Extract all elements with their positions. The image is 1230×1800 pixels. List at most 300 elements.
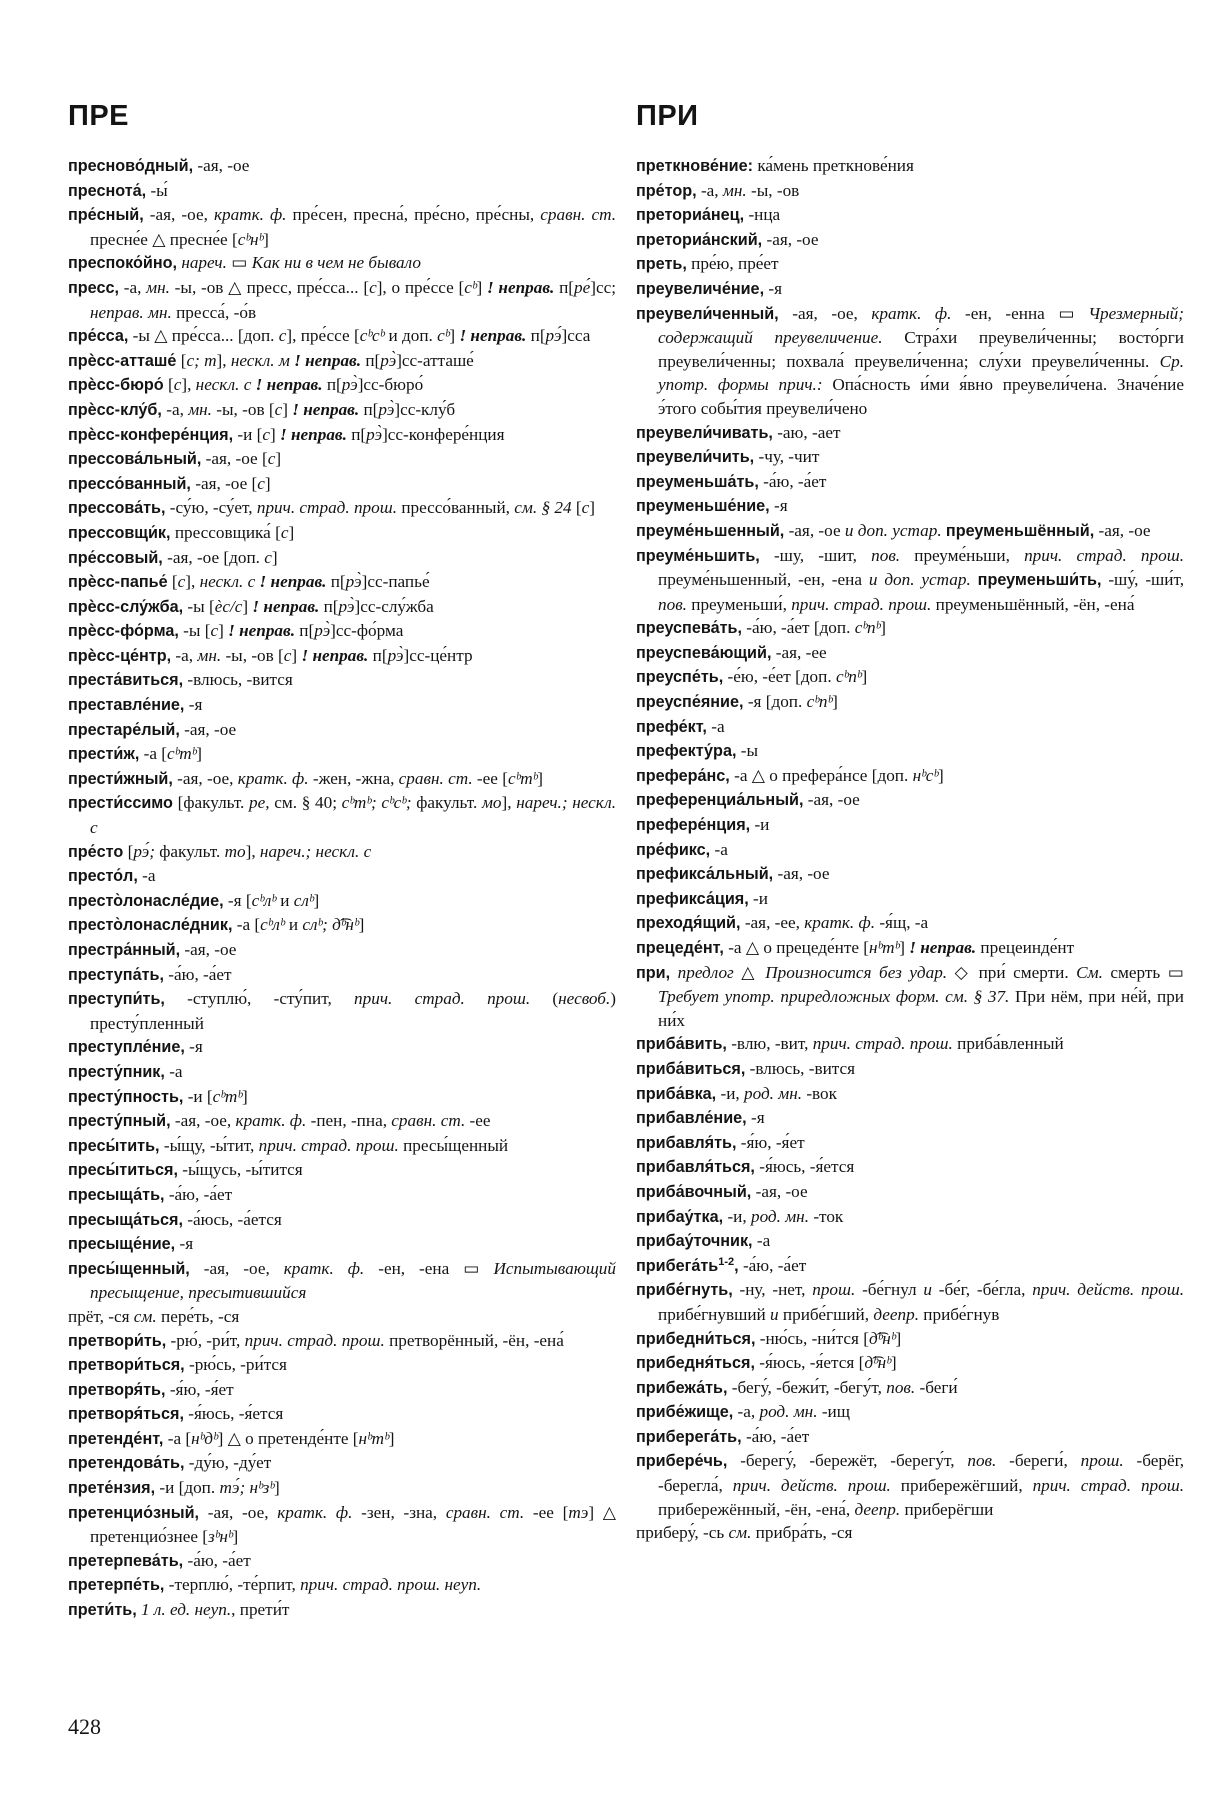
dictionary-entry — [636, 470, 1184, 495]
dictionary-entry — [68, 1035, 616, 1060]
grammar-note: сᵇ — [437, 326, 450, 346]
dictionary-entry — [636, 813, 1184, 838]
headword: пресы́тить, — [68, 1136, 160, 1155]
grammar-note: ! неправ. — [280, 424, 347, 444]
left-column — [68, 96, 616, 1623]
entry-text: -ы́щусь, -ы́тится — [178, 1160, 303, 1180]
entry-text: -терплю́, -те́рпит, — [164, 1575, 301, 1595]
entry-text: -шу́, -ши́т, — [1101, 570, 1185, 590]
dictionary-entry — [636, 252, 1184, 277]
headword: престо̀лонасле́дник, — [68, 916, 233, 935]
dictionary-entry — [636, 1327, 1184, 1352]
dictionary-entry — [68, 1085, 616, 1110]
dictionary-entry — [68, 496, 616, 521]
entry-text: пресса́, -о́в — [171, 302, 257, 322]
entry-text: -и, — [716, 1083, 744, 1103]
grammar-note: ! неправ. — [909, 938, 977, 957]
dictionary-entry — [68, 1232, 616, 1257]
headword: префе́кт, — [636, 717, 707, 736]
entry-text: -а — [164, 1061, 183, 1081]
grammar-note: мн. — [722, 180, 747, 200]
grammar-note: с — [173, 375, 182, 395]
grammar-note: деепр. — [854, 1499, 901, 1519]
grammar-note: сᵇсᵇ — [359, 326, 385, 346]
entry-text: ] — [241, 1086, 248, 1106]
dictionary-entry — [636, 1425, 1184, 1450]
headword: прибе́жище, — [636, 1403, 734, 1422]
headword: преуменьша́ть, — [636, 472, 759, 491]
entry-text: и — [284, 915, 303, 935]
headword: претвори́ться, — [68, 1356, 185, 1375]
entry-text: и — [275, 890, 294, 910]
headword: пресы́щенный, — [68, 1259, 190, 1278]
entry-text: ]сс-фо́рма — [330, 621, 404, 641]
entry-text: -я́юсь, -я́ется [ — [754, 1353, 865, 1373]
grammar-note: сᵇлᵇ — [260, 915, 285, 935]
grammar-note: нареч. — [181, 253, 227, 273]
grammar-note: сᵇтᵇ — [507, 768, 538, 788]
dictionary-entry — [68, 276, 616, 324]
entry-text: и доп. — [384, 326, 438, 346]
grammar-note: ре, — [249, 793, 270, 813]
entry-text: ] — [895, 1328, 902, 1348]
entry-text: прибережённый, -ён, -ена́, — [658, 1499, 855, 1519]
dictionary-entry — [636, 1254, 1184, 1279]
grammar-note: прич. страд. прош. — [791, 594, 932, 614]
entry-text: -а, — [171, 645, 198, 665]
grammar-note: ѐс/с — [214, 596, 243, 616]
headword: преуменьшённый, — [945, 521, 1095, 540]
entry-text: прибе́гнувший — [658, 1304, 771, 1324]
grammar-note: 1 л. ед. неуп. — [141, 1600, 232, 1620]
entry-text: прибра́ть, -ся — [751, 1523, 853, 1543]
entry-text: факульт. — [411, 793, 482, 813]
dictionary-entry — [636, 1351, 1184, 1376]
entry-text: п[ — [361, 350, 381, 370]
dictionary-entry — [636, 154, 1184, 179]
dictionary-entry — [68, 349, 616, 374]
entry-text: -а́ю, -а́ет — [164, 1184, 233, 1204]
entry-text: -а́ю, -а́ет — [183, 1550, 251, 1570]
entry-text: факульт. — [154, 841, 225, 861]
entry-text: -ая, -ое [доп. — [162, 547, 265, 567]
headword: прѐсс-слу́жба, — [68, 597, 184, 616]
entry-text: △ — [733, 962, 766, 982]
entry-text: -а, — [118, 277, 147, 297]
entry-text: ] — [288, 522, 295, 542]
grammar-note: сравн. ст. — [398, 768, 473, 788]
entry-text: прибе́гший, — [778, 1304, 874, 1324]
entry-text: -ы́щу, -ы́тит, — [159, 1135, 259, 1155]
entry-text: смерть ▭ — [1102, 962, 1185, 982]
dictionary-entry — [636, 764, 1184, 789]
entry-text: -я — [746, 1108, 765, 1128]
entry-text: прессовщика́ [ — [170, 522, 281, 542]
entry-text: -я́юсь, -я́ется — [754, 1157, 855, 1177]
entry-text: ]сс-слу́жба — [354, 596, 434, 616]
entry-text: прёт, -ся — [68, 1306, 134, 1326]
entry-text: пере́ть, -ся — [156, 1306, 240, 1326]
grammar-note: пов. — [658, 594, 687, 614]
grammar-note: рэ̀ — [366, 424, 383, 444]
grammar-note: ! неправ. — [228, 621, 295, 641]
entry-text: ]сс; — [590, 277, 616, 297]
entry-text — [670, 963, 678, 982]
headword: прести́жный, — [68, 769, 173, 788]
entry-text: ], — [181, 375, 196, 395]
grammar-note: рэ̀ — [345, 572, 362, 592]
grammar-note: рэ̀ — [387, 645, 404, 665]
headword: претерпева́ть, — [68, 1551, 184, 1570]
dictionary-entry — [636, 494, 1184, 519]
dictionary-entry — [636, 911, 1184, 936]
entry-text: -ая, -ое, — [170, 1111, 236, 1131]
entry-text: -ню́сь, -ни́тся [ — [755, 1328, 869, 1348]
grammar-note: прич. страд. прош. — [258, 1135, 399, 1155]
dictionary-entry — [636, 739, 1184, 764]
dictionary-entry — [68, 938, 616, 963]
grammar-note: пов. — [871, 545, 901, 565]
entry-text: пре́ю, пре́ет — [686, 254, 779, 274]
entry-text: [ — [176, 350, 187, 370]
entry-text: ]сс-папье́ — [361, 572, 430, 592]
headword: преувели́чить, — [636, 448, 755, 467]
dictionary-entry — [68, 324, 616, 349]
dictionary-entry — [636, 179, 1184, 204]
entry-text: -пен, -пна, — [306, 1111, 392, 1131]
entry-text: -и [ — [183, 1086, 213, 1106]
headword: пресы́титься, — [68, 1161, 178, 1180]
headword: преториа́нский, — [636, 230, 763, 249]
grammar-note: рэ̀ — [314, 621, 331, 641]
grammar-note: ! неправ. — [292, 399, 360, 419]
entry-text: -ы △ пре́сса... [доп. — [128, 326, 279, 346]
headword: прибере́чь, — [636, 1452, 728, 1471]
grammar-note: нᵇтᵇ — [358, 1428, 389, 1448]
grammar-note: неправ. мн. — [90, 302, 172, 322]
entry-text: ]сса — [561, 326, 591, 346]
dictionary-entry — [636, 788, 1184, 813]
dictionary-entry — [68, 864, 616, 889]
entry-text: -ее [ — [524, 1502, 569, 1522]
headword: преставле́ние, — [68, 696, 185, 715]
headword: претенцио́зный, — [68, 1503, 200, 1522]
entry-text: -и — [750, 815, 770, 835]
dictionary-entry — [636, 1400, 1184, 1425]
entry-text: ] △ претенцио́знее [ — [90, 1502, 616, 1547]
headword: преступи́ть, — [68, 990, 165, 1009]
dictionary-entry — [636, 838, 1184, 863]
dictionary-entry — [68, 718, 616, 743]
entry-text: -ступлю́, -сту́пит, — [164, 989, 355, 1009]
headword: при, — [636, 963, 671, 982]
entry-text: преуменьшённый, -ён, -ена́ — [931, 594, 1135, 614]
entry-text: -е́ю, -е́ет [доп. — [723, 667, 836, 687]
headword: прести́ссимо — [68, 794, 173, 813]
dictionary-entry — [636, 544, 1184, 617]
dictionary-entry — [68, 1549, 616, 1574]
right-entries — [636, 154, 1184, 1545]
grammar-note: нескл. с — [195, 375, 252, 395]
headword: преходя́щий, — [636, 914, 741, 933]
entry-text: -ая, -ое — [193, 156, 250, 175]
headword: прибау́тка, — [636, 1207, 724, 1226]
grammar-note: сᵇнᵇ — [237, 229, 264, 249]
entry-text: прибе́гнув — [919, 1304, 1000, 1324]
headword: преториа́нец, — [636, 206, 745, 225]
headword: приба́виться, — [636, 1059, 746, 1078]
grammar-note: сᵇтᵇ — [166, 744, 197, 764]
entry-text: ] — [282, 399, 293, 419]
grammar-note: прич. действ. прош. — [1032, 1280, 1185, 1300]
grammar-note: нᵇсᵇ — [912, 765, 938, 785]
grammar-note: ! неправ. — [294, 350, 362, 370]
dictionary-entry — [68, 840, 616, 865]
headword: пре́сный, — [68, 206, 144, 225]
dictionary-entry — [68, 1378, 616, 1403]
entry-text: -а́юсь, -а́ется — [182, 1209, 282, 1229]
entry-text: приберу́, -сь — [636, 1523, 729, 1543]
grammar-note: прич. страд. прош. — [354, 989, 531, 1009]
dictionary-entry — [636, 1521, 1184, 1545]
dictionary-entry — [68, 595, 616, 620]
headword: приба́вочный, — [636, 1182, 752, 1201]
entry-text: ]сс-це́нтр — [403, 645, 473, 665]
dictionary-entry — [636, 1155, 1184, 1180]
entry-text: [факульт. — [172, 793, 250, 813]
dictionary-entry — [68, 472, 616, 497]
entry-text: п[ — [295, 621, 315, 641]
headword: преувели́ченный, — [636, 304, 779, 323]
entry-text: -а, — [161, 399, 189, 419]
dictionary-entry — [636, 1082, 1184, 1107]
headword: претенде́нт, — [68, 1429, 164, 1448]
headword: 1-2 — [718, 1255, 735, 1268]
dictionary-entry — [68, 1305, 616, 1329]
grammar-note: рэ́; — [133, 841, 155, 861]
grammar-note: с — [581, 498, 590, 518]
grammar-note: с — [369, 277, 377, 297]
entry-text: ] — [537, 768, 543, 788]
headword: , — [734, 1256, 739, 1275]
entry-text: -ы [ — [183, 596, 215, 616]
grammar-note: род. мн. — [750, 1206, 810, 1226]
entry-text: пре́сен, пресна́, пре́сно, пре́сны, — [286, 205, 541, 225]
dictionary-entry — [68, 1427, 616, 1452]
headword: префикса́ция, — [636, 889, 749, 908]
entry-text: [ — [123, 841, 134, 861]
entry-text: ] — [388, 1428, 395, 1448]
dictionary-entry — [68, 1134, 616, 1159]
headword: приба́вить, — [636, 1035, 727, 1054]
dictionary-entry — [68, 546, 616, 571]
headword: прессова́ть, — [68, 499, 166, 518]
dictionary-entry — [68, 913, 616, 938]
grammar-note: ! неправ. — [255, 375, 323, 395]
grammar-note: мн. — [197, 645, 222, 665]
entry-text: -а, — [696, 180, 723, 200]
entry-text: -а, — [733, 1402, 760, 1422]
headword: преступле́ние, — [68, 1038, 185, 1057]
grammar-note: прич. страд. прош. — [812, 1034, 953, 1054]
dictionary-entry — [68, 154, 616, 179]
entry-text: [ — [163, 375, 174, 395]
entry-text — [971, 570, 978, 589]
entry-text: ], пре́ссе [ — [286, 326, 360, 346]
entry-text: -ая, -ое — [784, 520, 845, 540]
dictionary-entry — [68, 1573, 616, 1598]
grammar-note: тэ́; нᵇзᵇ — [219, 1478, 274, 1498]
headword: преувеличе́ние, — [636, 279, 765, 298]
entry-text: -а △ о прецеде́нте [ — [723, 938, 869, 957]
dictionary-entry — [68, 521, 616, 546]
entry-text: -я́юсь, -я́ется — [183, 1404, 284, 1424]
entry-text: ] — [476, 277, 487, 297]
entry-text: -ее — [465, 1111, 491, 1131]
headword: преткнове́ние: — [636, 157, 754, 175]
dictionary-entry — [68, 1109, 616, 1134]
dictionary-entry — [636, 421, 1184, 446]
entry-text: -ая, -ое — [762, 229, 819, 249]
grammar-note: кратк. ф. — [213, 205, 287, 225]
dictionary-entry — [68, 1257, 616, 1305]
entry-text: -ее [ — [472, 768, 508, 788]
dictionary-entry — [68, 251, 616, 276]
grammar-note: сравн. ст. — [540, 205, 617, 225]
entry-text: -ая, -ое — [803, 790, 860, 810]
headword: прессо́ванный, — [68, 474, 191, 493]
grammar-note: рэ̀ — [341, 375, 358, 395]
entry-text: -я [доп. — [743, 692, 807, 712]
grammar-note: Как ни в чем не бывало — [251, 253, 421, 273]
entry-text: ]сс-атташе́ — [396, 350, 474, 370]
entry-text: ], о пре́ссе [ — [376, 277, 465, 297]
grammar-note: прич. страд. прош. неуп. — [300, 1575, 482, 1595]
entry-text: -а — [710, 839, 728, 859]
grammar-note: мо — [481, 793, 502, 813]
entry-text: прецеинде́нт — [976, 938, 1075, 957]
grammar-note: сᵇтᵇ; сᵇсᵇ; — [341, 793, 412, 813]
entry-text: преуменьши́, — [686, 594, 792, 614]
grammar-note: сᵇпᵇ — [835, 667, 862, 687]
entry-text: -я́ю, -я́ет — [165, 1379, 234, 1399]
entry-text: ] — [313, 890, 320, 910]
headword: претендова́ть, — [68, 1454, 185, 1473]
page-number: 428 — [68, 1714, 101, 1739]
headword: прибавля́ть, — [636, 1133, 737, 1152]
grammar-note: кратк. ф. — [871, 303, 952, 323]
grammar-note: прич. действ. прош. — [732, 1476, 891, 1496]
entry-text: п[ — [359, 399, 379, 419]
grammar-note: с — [257, 473, 265, 493]
grammar-note: прич. страд. прош. — [256, 498, 398, 518]
dictionary-entry — [636, 1449, 1184, 1521]
entry-text: ] — [271, 547, 278, 567]
grammar-note: род. мн. — [743, 1083, 803, 1103]
headword: преть, — [636, 255, 687, 274]
entry-text: -ы, -ов — [746, 180, 800, 200]
entry-text: п[ — [368, 645, 388, 665]
headword: префера́нс, — [636, 766, 730, 785]
headword: прѐсс-конфере́нция, — [68, 425, 234, 444]
headword: прѐсс-це́нтр, — [68, 646, 172, 665]
headword: пре́тор, — [636, 181, 697, 200]
entry-text: ] — [938, 765, 944, 785]
entry-text: -я — [184, 695, 203, 715]
grammar-note: ! неправ. — [259, 572, 327, 592]
entry-text: -вок — [802, 1083, 837, 1103]
entry-text: -ая, -ое, — [199, 1502, 278, 1522]
grammar-note: то — [224, 841, 246, 861]
dictionary-entry — [68, 742, 616, 767]
entry-text: -бегу́, -бежи́т, -бегу́т, — [727, 1377, 887, 1397]
entry-text: ▭ — [226, 253, 252, 273]
dictionary-entry — [636, 445, 1184, 470]
headword: пресыще́ние, — [68, 1235, 176, 1254]
entry-text: -а [ — [163, 1428, 192, 1448]
entry-text: ка́мень преткнове́ния — [753, 156, 914, 175]
entry-text: -ы, -ов [ — [211, 399, 275, 419]
entry-text: п[ — [526, 326, 546, 346]
entry-text: -су́ю, -су́ет, — [165, 498, 257, 518]
grammar-note: д͡ᵇнᵇ — [864, 1353, 891, 1373]
grammar-note: прош. — [812, 1280, 856, 1300]
entry-text: -берегу́, -бережёт, -берегу́т, — [727, 1451, 968, 1471]
dictionary-entry — [68, 644, 616, 669]
dictionary-entry — [636, 228, 1184, 253]
dictionary-entry — [68, 889, 616, 914]
grammar-note: Испытывающий пресыщение, пресытившийся — [90, 1258, 616, 1303]
entry-text: ], — [185, 572, 200, 592]
headword: преуменьше́ние, — [636, 497, 770, 516]
entry-text: -ток — [809, 1206, 844, 1226]
entry-text: -ду́ю, -ду́ет — [184, 1453, 272, 1473]
grammar-note: и доп. устар. — [868, 570, 971, 590]
dictionary-entry — [68, 1353, 616, 1378]
headword: пресс, — [68, 278, 119, 297]
entry-text: -ы, -ов △ пресс, пре́сса... [ — [169, 277, 370, 297]
entry-text: -рю́сь, -ри́тся — [184, 1355, 287, 1375]
entry-text: ] — [449, 326, 460, 346]
grammar-note: кратк. ф. — [804, 913, 876, 933]
grammar-note: слᵇ; д͡ᵇнᵇ — [302, 915, 359, 935]
dictionary-entry — [68, 791, 616, 839]
headword: прибега́ть — [636, 1256, 719, 1275]
entry-text: ] — [232, 1527, 239, 1547]
headword: префере́нция, — [636, 816, 751, 835]
dictionary-entry — [636, 519, 1184, 544]
grammar-note: см. § 24 — [514, 498, 572, 518]
dictionary-entry — [636, 1032, 1184, 1057]
dictionary-entry — [636, 1229, 1184, 1254]
entry-text: см. § 40; — [269, 793, 342, 813]
grammar-note: с — [262, 424, 270, 444]
grammar-note: сᵇпᵇ — [854, 618, 881, 638]
entry-text: -влюсь, -вится — [745, 1058, 856, 1078]
entry-text: -я́ю, -я́ет — [736, 1132, 805, 1152]
entry-text: -ну, -нет, — [732, 1280, 813, 1300]
dictionary-entry — [636, 1106, 1184, 1131]
entry-text: -рю́, -ри́т, — [166, 1330, 245, 1350]
grammar-note: ре́ — [574, 277, 591, 297]
headword: прести́ж, — [68, 745, 140, 764]
entry-text: -я — [184, 1037, 203, 1057]
headword: прибавля́ться, — [636, 1158, 755, 1177]
entry-text: -я — [764, 278, 782, 298]
grammar-note: деепр. — [873, 1304, 919, 1324]
grammar-note: с — [283, 645, 292, 665]
dictionary-entry — [68, 1060, 616, 1085]
